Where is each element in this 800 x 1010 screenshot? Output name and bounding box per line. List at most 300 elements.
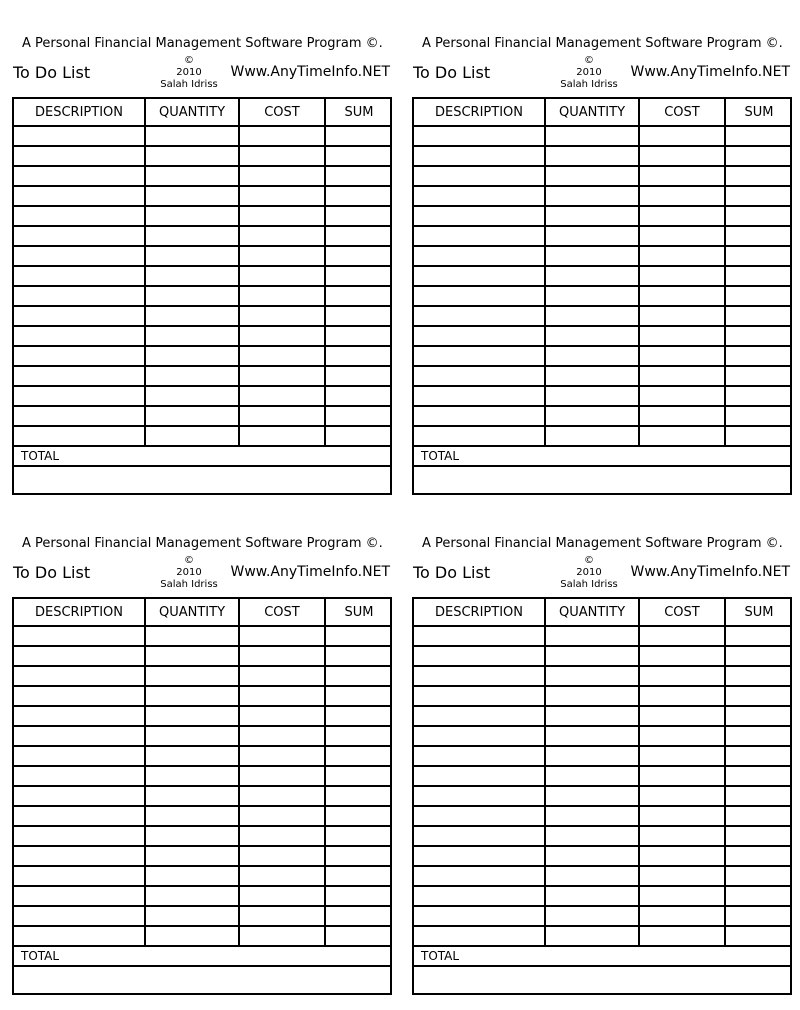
sum-cell[interactable] <box>725 926 792 946</box>
description-cell[interactable] <box>414 186 545 206</box>
sum-cell[interactable] <box>325 706 392 726</box>
sum-cell[interactable] <box>325 246 392 266</box>
cost-cell[interactable] <box>639 166 725 186</box>
description-cell[interactable] <box>414 686 545 706</box>
description-cell[interactable] <box>414 766 545 786</box>
table-row <box>14 346 392 366</box>
description-cell[interactable] <box>414 866 545 886</box>
sum-cell[interactable] <box>725 706 792 726</box>
cost-cell[interactable] <box>239 846 325 866</box>
sum-cell[interactable] <box>325 766 392 786</box>
description-cell[interactable] <box>414 726 545 746</box>
description-cell[interactable] <box>14 406 145 426</box>
quantity-cell[interactable] <box>545 766 639 786</box>
quantity-cell[interactable] <box>145 226 239 246</box>
sum-cell[interactable] <box>725 126 792 146</box>
table-row <box>414 866 792 886</box>
sum-cell[interactable] <box>325 646 392 666</box>
description-cell[interactable] <box>14 906 145 926</box>
description-cell[interactable] <box>414 926 545 946</box>
quantity-cell[interactable] <box>545 126 639 146</box>
sum-cell[interactable] <box>325 266 392 286</box>
item-rows <box>14 626 392 946</box>
description-cell[interactable] <box>14 246 145 266</box>
cost-cell[interactable] <box>639 146 725 166</box>
sum-cell[interactable] <box>725 406 792 426</box>
total-value-cell[interactable] <box>14 467 390 485</box>
cost-cell[interactable] <box>639 226 725 246</box>
cost-cell[interactable] <box>239 146 325 166</box>
sum-cell[interactable] <box>725 166 792 186</box>
quantity-cell[interactable] <box>145 746 239 766</box>
cost-cell[interactable] <box>239 286 325 306</box>
quantity-cell[interactable] <box>145 626 239 646</box>
program-line: A Personal Financial Management Software Program ©. <box>422 536 783 551</box>
table-row <box>14 306 392 326</box>
table-row <box>14 826 392 846</box>
sum-cell[interactable] <box>325 806 392 826</box>
description-cell[interactable] <box>14 806 145 826</box>
cost-cell[interactable] <box>239 226 325 246</box>
quantity-cell[interactable] <box>545 826 639 846</box>
cost-cell[interactable] <box>639 126 725 146</box>
website-link[interactable]: Www.AnyTimeInfo.NET <box>230 564 390 580</box>
cost-cell[interactable] <box>639 266 725 286</box>
sum-cell[interactable] <box>325 846 392 866</box>
cost-cell[interactable] <box>639 926 725 946</box>
quantity-cell[interactable] <box>145 406 239 426</box>
sum-cell[interactable] <box>325 126 392 146</box>
total-value-cell[interactable] <box>14 967 390 985</box>
cost-cell[interactable] <box>639 206 725 226</box>
quantity-cell[interactable] <box>545 686 639 706</box>
quantity-cell[interactable] <box>545 626 639 646</box>
sum-cell[interactable] <box>725 646 792 666</box>
cost-cell[interactable] <box>239 406 325 426</box>
description-cell[interactable] <box>414 646 545 666</box>
quantity-cell[interactable] <box>145 286 239 306</box>
cost-cell[interactable] <box>639 706 725 726</box>
items-form <box>12 97 392 495</box>
column-header-quantity: QUANTITY <box>145 99 239 126</box>
quantity-cell[interactable] <box>545 306 639 326</box>
description-cell[interactable] <box>414 386 545 406</box>
table-row <box>414 286 792 306</box>
cost-cell[interactable] <box>239 626 325 646</box>
description-cell[interactable] <box>14 766 145 786</box>
sum-cell[interactable] <box>725 806 792 826</box>
cost-cell[interactable] <box>639 306 725 326</box>
quantity-cell[interactable] <box>145 666 239 686</box>
sum-cell[interactable] <box>725 826 792 846</box>
description-cell[interactable] <box>14 306 145 326</box>
quantity-cell[interactable] <box>145 126 239 146</box>
sum-cell[interactable] <box>325 866 392 886</box>
cost-cell[interactable] <box>239 306 325 326</box>
description-cell[interactable] <box>14 126 145 146</box>
quantity-cell[interactable] <box>145 266 239 286</box>
quantity-cell[interactable] <box>545 746 639 766</box>
cost-cell[interactable] <box>239 166 325 186</box>
sum-cell[interactable] <box>725 866 792 886</box>
cost-cell[interactable] <box>639 886 725 906</box>
quantity-cell[interactable] <box>145 306 239 326</box>
cost-cell[interactable] <box>639 806 725 826</box>
description-cell[interactable] <box>14 166 145 186</box>
description-cell[interactable] <box>14 846 145 866</box>
cost-cell[interactable] <box>239 806 325 826</box>
sum-cell[interactable] <box>325 726 392 746</box>
description-cell[interactable] <box>414 326 545 346</box>
sum-cell[interactable] <box>725 906 792 926</box>
quantity-cell[interactable] <box>145 826 239 846</box>
sum-cell[interactable] <box>325 906 392 926</box>
description-cell[interactable] <box>414 126 545 146</box>
cost-cell[interactable] <box>639 786 725 806</box>
description-cell[interactable] <box>414 666 545 686</box>
description-cell[interactable] <box>14 866 145 886</box>
sum-cell[interactable] <box>725 786 792 806</box>
sum-cell[interactable] <box>725 286 792 306</box>
table-row <box>414 146 792 166</box>
cost-cell[interactable] <box>639 646 725 666</box>
sum-cell[interactable] <box>725 226 792 246</box>
sum-cell[interactable] <box>725 146 792 166</box>
total-value-cell[interactable] <box>414 467 790 485</box>
sum-cell[interactable] <box>725 626 792 646</box>
description-cell[interactable] <box>414 786 545 806</box>
sum-cell[interactable] <box>325 926 392 946</box>
quantity-cell[interactable] <box>145 326 239 346</box>
description-cell[interactable] <box>414 246 545 266</box>
description-cell[interactable] <box>414 266 545 286</box>
sum-cell[interactable] <box>725 766 792 786</box>
item-rows <box>414 626 792 946</box>
quantity-cell[interactable] <box>545 926 639 946</box>
description-cell[interactable] <box>14 186 145 206</box>
description-cell[interactable] <box>14 346 145 366</box>
quantity-cell[interactable] <box>145 926 239 946</box>
quantity-cell[interactable] <box>545 146 639 166</box>
sum-cell[interactable] <box>725 266 792 286</box>
cost-cell[interactable] <box>239 866 325 886</box>
website-link[interactable]: Www.AnyTimeInfo.NET <box>630 564 790 580</box>
quantity-cell[interactable] <box>545 186 639 206</box>
sum-cell[interactable] <box>325 886 392 906</box>
quantity-cell[interactable] <box>145 426 239 446</box>
quantity-cell[interactable] <box>545 266 639 286</box>
description-cell[interactable] <box>414 366 545 386</box>
table-row <box>14 286 392 306</box>
sum-cell[interactable] <box>325 206 392 226</box>
description-cell[interactable] <box>414 626 545 646</box>
quantity-cell[interactable] <box>145 766 239 786</box>
sum-cell[interactable] <box>325 186 392 206</box>
column-header-cost: COST <box>639 99 725 126</box>
description-cell[interactable] <box>414 166 545 186</box>
description-cell[interactable] <box>414 226 545 246</box>
table-row <box>414 746 792 766</box>
cost-cell[interactable] <box>639 426 725 446</box>
website-link[interactable]: Www.AnyTimeInfo.NET <box>230 64 390 80</box>
cost-cell[interactable] <box>239 726 325 746</box>
quantity-cell[interactable] <box>545 806 639 826</box>
quantity-cell[interactable] <box>145 886 239 906</box>
sum-cell[interactable] <box>325 166 392 186</box>
cost-cell[interactable] <box>239 746 325 766</box>
quantity-cell[interactable] <box>545 906 639 926</box>
table-row <box>414 386 792 406</box>
sum-cell[interactable] <box>725 366 792 386</box>
description-cell[interactable] <box>14 266 145 286</box>
cost-cell[interactable] <box>239 386 325 406</box>
quantity-cell[interactable] <box>545 366 639 386</box>
cost-cell[interactable] <box>239 826 325 846</box>
sum-cell[interactable] <box>725 746 792 766</box>
description-cell[interactable] <box>414 846 545 866</box>
sum-cell[interactable] <box>325 786 392 806</box>
quantity-cell[interactable] <box>145 806 239 826</box>
cost-cell[interactable] <box>239 646 325 666</box>
cost-cell[interactable] <box>239 686 325 706</box>
cost-cell[interactable] <box>239 706 325 726</box>
quantity-cell[interactable] <box>545 706 639 726</box>
quantity-cell[interactable] <box>145 706 239 726</box>
description-cell[interactable] <box>14 746 145 766</box>
cost-cell[interactable] <box>639 346 725 366</box>
sum-cell[interactable] <box>725 326 792 346</box>
quantity-cell[interactable] <box>145 246 239 266</box>
author-name: Salah Idriss <box>560 579 618 590</box>
copyright-symbol: © <box>184 555 194 566</box>
column-header-quantity: QUANTITY <box>145 599 239 626</box>
cost-cell[interactable] <box>639 746 725 766</box>
quantity-cell[interactable] <box>545 346 639 366</box>
sum-cell[interactable] <box>725 666 792 686</box>
description-cell[interactable] <box>14 366 145 386</box>
quantity-cell[interactable] <box>145 166 239 186</box>
description-cell[interactable] <box>414 426 545 446</box>
description-cell[interactable] <box>14 626 145 646</box>
sum-cell[interactable] <box>725 306 792 326</box>
sum-cell[interactable] <box>325 146 392 166</box>
quantity-cell[interactable] <box>145 846 239 866</box>
sum-cell[interactable] <box>725 246 792 266</box>
cost-cell[interactable] <box>639 866 725 886</box>
description-cell[interactable] <box>14 926 145 946</box>
cost-cell[interactable] <box>639 906 725 926</box>
cost-cell[interactable] <box>239 206 325 226</box>
cost-cell[interactable] <box>239 346 325 366</box>
quantity-cell[interactable] <box>545 286 639 306</box>
cost-cell[interactable] <box>639 726 725 746</box>
sum-cell[interactable] <box>725 346 792 366</box>
cost-cell[interactable] <box>639 686 725 706</box>
description-cell[interactable] <box>414 806 545 826</box>
quantity-cell[interactable] <box>145 726 239 746</box>
quantity-cell[interactable] <box>545 386 639 406</box>
table-row <box>14 926 392 946</box>
quantity-cell[interactable] <box>545 886 639 906</box>
sum-cell[interactable] <box>325 826 392 846</box>
description-cell[interactable] <box>14 386 145 406</box>
quantity-cell[interactable] <box>545 206 639 226</box>
sum-cell[interactable] <box>725 846 792 866</box>
cost-cell[interactable] <box>639 286 725 306</box>
description-cell[interactable] <box>14 326 145 346</box>
description-cell[interactable] <box>14 286 145 306</box>
quantity-cell[interactable] <box>545 786 639 806</box>
sum-cell[interactable] <box>325 686 392 706</box>
quantity-cell[interactable] <box>145 346 239 366</box>
cost-cell[interactable] <box>239 186 325 206</box>
cost-cell[interactable] <box>239 426 325 446</box>
sum-cell[interactable] <box>325 366 392 386</box>
quantity-cell[interactable] <box>545 726 639 746</box>
quantity-cell[interactable] <box>145 786 239 806</box>
description-cell[interactable] <box>14 886 145 906</box>
items-table <box>14 599 392 947</box>
quantity-cell[interactable] <box>145 866 239 886</box>
sum-cell[interactable] <box>325 666 392 686</box>
cost-cell[interactable] <box>639 366 725 386</box>
cost-cell[interactable] <box>639 386 725 406</box>
quantity-cell[interactable] <box>545 166 639 186</box>
todo-list-form-bottom-left <box>12 530 392 1010</box>
cost-cell[interactable] <box>239 326 325 346</box>
cost-cell[interactable] <box>639 406 725 426</box>
quantity-cell[interactable] <box>545 866 639 886</box>
description-cell[interactable] <box>414 706 545 726</box>
description-cell[interactable] <box>414 306 545 326</box>
quantity-cell[interactable] <box>545 846 639 866</box>
quantity-cell[interactable] <box>545 246 639 266</box>
description-cell[interactable] <box>414 906 545 926</box>
quantity-cell[interactable] <box>145 646 239 666</box>
sum-cell[interactable] <box>725 886 792 906</box>
quantity-cell[interactable] <box>545 666 639 686</box>
table-row <box>414 766 792 786</box>
description-cell[interactable] <box>14 786 145 806</box>
todo-list-form-top-right <box>412 30 792 510</box>
quantity-cell[interactable] <box>145 906 239 926</box>
description-cell[interactable] <box>414 286 545 306</box>
sum-cell[interactable] <box>725 726 792 746</box>
sum-cell[interactable] <box>325 426 392 446</box>
table-row <box>14 406 392 426</box>
sum-cell[interactable] <box>325 626 392 646</box>
cost-cell[interactable] <box>239 766 325 786</box>
sum-cell[interactable] <box>325 326 392 346</box>
description-cell[interactable] <box>414 146 545 166</box>
website-link[interactable]: Www.AnyTimeInfo.NET <box>630 64 790 80</box>
sum-cell[interactable] <box>325 406 392 426</box>
quantity-cell[interactable] <box>545 426 639 446</box>
description-cell[interactable] <box>14 646 145 666</box>
author-name: Salah Idriss <box>160 579 218 590</box>
description-cell[interactable] <box>14 426 145 446</box>
table-row <box>414 626 792 646</box>
sum-cell[interactable] <box>325 746 392 766</box>
cost-cell[interactable] <box>639 186 725 206</box>
cost-cell[interactable] <box>639 666 725 686</box>
sum-cell[interactable] <box>725 426 792 446</box>
items-form <box>412 597 792 995</box>
cost-cell[interactable] <box>239 886 325 906</box>
quantity-cell[interactable] <box>545 226 639 246</box>
description-cell[interactable] <box>14 826 145 846</box>
description-cell[interactable] <box>414 406 545 426</box>
sum-cell[interactable] <box>725 686 792 706</box>
cost-cell[interactable] <box>239 926 325 946</box>
description-cell[interactable] <box>414 346 545 366</box>
description-cell[interactable] <box>414 206 545 226</box>
description-cell[interactable] <box>414 826 545 846</box>
cost-cell[interactable] <box>639 326 725 346</box>
quantity-cell[interactable] <box>145 686 239 706</box>
description-cell[interactable] <box>14 226 145 246</box>
copyright-symbol: © <box>584 55 594 66</box>
cost-cell[interactable] <box>239 126 325 146</box>
table-row <box>414 846 792 866</box>
cost-cell[interactable] <box>639 766 725 786</box>
sum-cell[interactable] <box>325 226 392 246</box>
cost-cell[interactable] <box>239 906 325 926</box>
table-row <box>14 126 392 146</box>
cost-cell[interactable] <box>639 626 725 646</box>
cost-cell[interactable] <box>239 246 325 266</box>
description-cell[interactable] <box>14 686 145 706</box>
quantity-cell[interactable] <box>145 386 239 406</box>
description-cell[interactable] <box>14 206 145 226</box>
cost-cell[interactable] <box>639 826 725 846</box>
description-cell[interactable] <box>14 146 145 166</box>
description-cell[interactable] <box>14 666 145 686</box>
quantity-cell[interactable] <box>545 406 639 426</box>
cost-cell[interactable] <box>639 246 725 266</box>
sum-cell[interactable] <box>325 306 392 326</box>
quantity-cell[interactable] <box>545 326 639 346</box>
cost-cell[interactable] <box>239 266 325 286</box>
cost-cell[interactable] <box>239 786 325 806</box>
description-cell[interactable] <box>14 726 145 746</box>
sum-cell[interactable] <box>725 186 792 206</box>
list-title: To Do List <box>413 563 491 582</box>
table-row <box>14 886 392 906</box>
quantity-cell[interactable] <box>145 206 239 226</box>
sum-cell[interactable] <box>325 386 392 406</box>
sum-cell[interactable] <box>725 386 792 406</box>
description-cell[interactable] <box>14 706 145 726</box>
description-cell[interactable] <box>414 746 545 766</box>
sum-cell[interactable] <box>325 346 392 366</box>
header-row <box>414 599 792 626</box>
table-row <box>14 146 392 166</box>
cost-cell[interactable] <box>639 846 725 866</box>
quantity-cell[interactable] <box>545 646 639 666</box>
sum-cell[interactable] <box>725 206 792 226</box>
cost-cell[interactable] <box>239 666 325 686</box>
sum-cell[interactable] <box>325 286 392 306</box>
items-form <box>412 97 792 495</box>
quantity-cell[interactable] <box>145 186 239 206</box>
total-value-cell[interactable] <box>414 967 790 985</box>
quantity-cell[interactable] <box>145 366 239 386</box>
header-row <box>414 99 792 126</box>
quantity-cell[interactable] <box>145 146 239 166</box>
description-cell[interactable] <box>414 886 545 906</box>
cost-cell[interactable] <box>239 366 325 386</box>
